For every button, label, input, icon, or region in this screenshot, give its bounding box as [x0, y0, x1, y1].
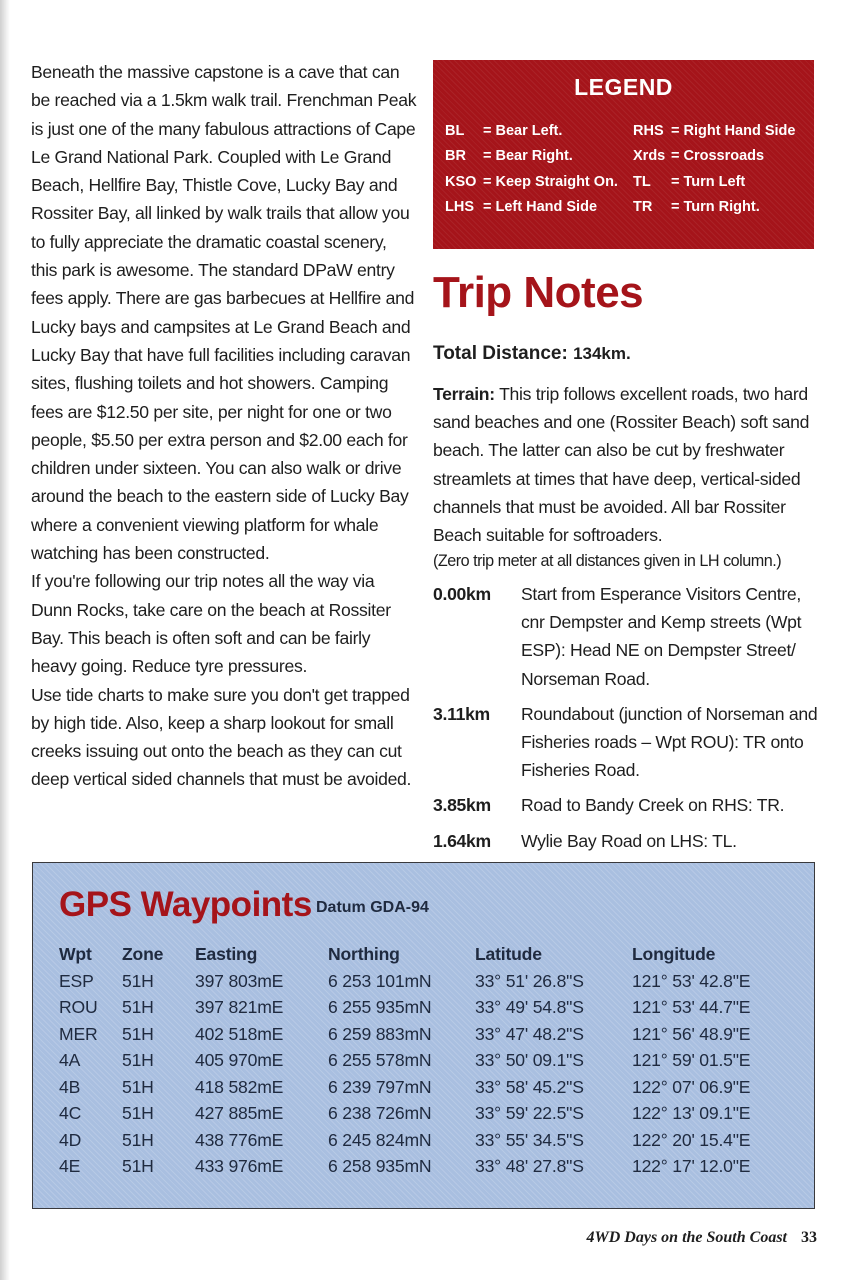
- cell-longitude: 122° 17' 12.0"E: [632, 1156, 751, 1176]
- cell-easting: 397 803mE: [195, 970, 284, 991]
- intro-paragraph-2: If you're following our trip notes all the way via Dunn Rocks, take care on the beach at Rossiter Bay. This beach is often soft and can be fairly heavy going. Reduce tyre pressures.: [31, 571, 391, 677]
- gps-table-row: [59, 968, 799, 995]
- legend-definition: = Right Hand Side: [671, 123, 796, 139]
- gps-table-row: [59, 1127, 799, 1154]
- trip-note-instruction: Roundabout (junction of Norseman and Fisheries roads – Wpt ROU): TR onto Fisheries Road.: [521, 703, 818, 781]
- trip-note-distance: 0.00km: [433, 584, 491, 604]
- legend-abbr: BR: [445, 148, 466, 165]
- trip-notes-heading: Trip Notes: [433, 268, 644, 317]
- cell-longitude: 122° 07' 06.9"E: [632, 1076, 751, 1097]
- gps-datum: Datum GDA-94: [316, 899, 429, 916]
- cell-zone: 51H: [122, 1129, 154, 1150]
- legend-row: [445, 195, 805, 220]
- cell-easting: 433 976mE: [195, 1156, 284, 1176]
- cell-latitude: 33° 47' 48.2"S: [475, 1023, 584, 1044]
- legend-abbr: KSO: [445, 173, 477, 190]
- legend-abbr: LHS: [445, 199, 474, 216]
- total-distance: [433, 343, 631, 365]
- cell-northing: 6 259 883mN: [328, 1023, 432, 1044]
- page-footer: [587, 1229, 818, 1247]
- cell-wpt: MER: [59, 1023, 98, 1044]
- legend-definition: = Bear Right.: [483, 148, 573, 165]
- legend-definition: = Bear Left.: [483, 123, 563, 139]
- cell-northing: 6 239 797mN: [328, 1076, 432, 1097]
- legend-abbr: BL: [445, 123, 465, 139]
- gps-table-row: [59, 994, 799, 1021]
- cell-zone: 51H: [122, 997, 154, 1017]
- legend-definition: = Turn Right.: [671, 199, 760, 216]
- cell-latitude: 33° 58' 45.2"S: [475, 1076, 584, 1097]
- legend-abbr: Xrds: [633, 148, 666, 165]
- header-zone: Zone: [122, 944, 164, 964]
- cell-longitude: 122° 20' 15.4"E: [632, 1129, 751, 1150]
- cell-easting: 418 582mE: [195, 1076, 284, 1097]
- legend-title: LEGEND: [574, 74, 673, 100]
- cell-wpt: ROU: [59, 997, 98, 1017]
- terrain-text: This trip follows excellent roads, two hard sand beaches and one (Rossiter Beach) soft sand beach. The latter can also be cut by freshwater streamlets at times that have deep, vertical-sided channels that must be avoided. All bar Rossiter Beach suitable for softroaders.: [433, 384, 810, 546]
- gps-waypoints-box: [32, 862, 815, 1209]
- cell-latitude: 33° 48' 27.8"S: [475, 1156, 584, 1176]
- cell-northing: 6 253 101mN: [328, 970, 432, 991]
- trip-note: [433, 580, 818, 693]
- trip-note-distance: 1.64km: [433, 830, 491, 851]
- cell-latitude: 33° 49' 54.8"S: [475, 997, 584, 1017]
- legend-abbr: TR: [633, 199, 653, 216]
- gps-table-row: [59, 1100, 799, 1127]
- legend-row: [445, 119, 805, 144]
- gps-table-row: [59, 1047, 799, 1074]
- legend-definition: = Turn Left: [671, 173, 746, 190]
- cell-easting: 438 776mE: [195, 1129, 284, 1150]
- header-longitude: Longitude: [632, 944, 716, 964]
- legend-row: [445, 144, 805, 169]
- header-northing: Northing: [328, 944, 400, 964]
- cell-zone: 51H: [122, 1076, 154, 1097]
- trip-note-instruction: Wylie Bay Road on LHS: TL.: [521, 830, 737, 851]
- cell-easting: 397 821mE: [195, 997, 284, 1017]
- total-distance-label: Total Distance:: [433, 343, 568, 364]
- cell-zone: 51H: [122, 1023, 154, 1044]
- legend-grid: [445, 119, 805, 221]
- header-easting: Easting: [195, 944, 258, 964]
- intro-paragraph-3: Use tide charts to make sure you don't get trapped by high tide. Also, keep a sharp lookout for small creeks issuing out onto the beach as they can cut deep vertical sided channels that must be avoided.: [31, 684, 412, 790]
- cell-latitude: 33° 59' 22.5"S: [475, 1103, 584, 1123]
- gps-waypoints-heading: GPS Waypoints: [59, 885, 312, 924]
- cell-latitude: 33° 55' 34.5"S: [475, 1129, 584, 1150]
- trip-note-distance: 3.11km: [433, 703, 490, 724]
- legend-definition: = Keep Straight On.: [483, 173, 618, 190]
- terrain-description: [433, 380, 813, 549]
- legend-abbr: RHS: [633, 123, 664, 139]
- cell-wpt: 4C: [59, 1103, 82, 1123]
- cell-wpt: 4B: [59, 1076, 81, 1097]
- cell-wpt: 4D: [59, 1129, 82, 1150]
- trip-note-instruction: Start from Esperance Visitors Centre, cnr Dempster and Kemp streets (Wpt ESP): Head NE on Dempster Street/ Norseman Road.: [521, 584, 802, 689]
- cell-longitude: 121° 59' 01.5"E: [632, 1050, 751, 1070]
- legend-definition: = Left Hand Side: [483, 199, 598, 216]
- gps-table-row: [59, 1153, 799, 1180]
- header-wpt: Wpt: [59, 944, 92, 964]
- book-title: 4WD Days on the South Coast: [586, 1229, 787, 1246]
- trip-notes-list: [433, 580, 818, 862]
- cell-wpt: 4E: [59, 1156, 81, 1176]
- gps-waypoints-table: [59, 941, 799, 1180]
- legend-definition: = Crossroads: [671, 148, 765, 165]
- gps-table-row: [59, 1021, 799, 1048]
- cell-zone: 51H: [122, 1103, 154, 1123]
- trip-note: [433, 700, 818, 785]
- cell-longitude: 121° 53' 44.7"E: [632, 997, 751, 1017]
- cell-wpt: 4A: [59, 1050, 81, 1070]
- cell-northing: 6 238 726mN: [328, 1103, 432, 1123]
- legend-row: [445, 170, 805, 195]
- intro-paragraph-1: Beneath the massive capstone is a cave that can be reached via a 1.5km walk trail. Frenchman Peak is just one of the many fabulous attractions of Cape Le Grand National Park. Coupled with Le Grand Beach, Hellfire Bay, Thistle Cove, Lucky Bay and Rossiter Bay, all linked by walk trails that allow you to fully appreciate the dramatic coastal scenery, this park is awesome. The standard DPaW entry fees apply. There are gas barbecues at Hellfire and Lucky bays and campsites at Le Grand Beach and Lucky Bay that have full facilities including caravan sites, flushing toilets and hot showers. Camping fees are $12.50 per site, per night for one or two people, $5.50 per extra person and $2.00 each for children under sixteen. You can also walk or drive around the beach to the eastern side of Lucky Bay where a convenient viewing platform for whale watching has been constructed.: [31, 62, 417, 564]
- gps-table-row: [59, 1074, 799, 1101]
- trip-note-distance: 3.85km: [433, 795, 491, 816]
- zero-trip-meter-note: (Zero trip meter at all distances given in LH column.): [433, 552, 782, 570]
- legend-box: [433, 60, 814, 249]
- cell-longitude: 121° 53' 42.8"E: [632, 970, 751, 991]
- cell-easting: 427 885mE: [195, 1103, 284, 1123]
- cell-northing: 6 245 824mN: [328, 1129, 432, 1150]
- header-latitude: Latitude: [475, 944, 542, 964]
- cell-zone: 51H: [122, 970, 154, 991]
- page-number: 33: [801, 1229, 817, 1246]
- cell-latitude: 33° 50' 09.1"S: [475, 1050, 584, 1070]
- cell-easting: 405 970mE: [195, 1050, 284, 1070]
- cell-wpt: ESP: [59, 970, 94, 991]
- terrain-label: Terrain:: [433, 384, 495, 404]
- trip-note: [433, 827, 818, 855]
- cell-northing: 6 255 935mN: [328, 997, 432, 1017]
- trip-note: [433, 791, 818, 819]
- terrain-paragraph: [433, 380, 813, 549]
- trip-note-instruction: Road to Bandy Creek on RHS: TR.: [521, 795, 785, 816]
- intro-text-column: [31, 58, 417, 794]
- cell-zone: 51H: [122, 1050, 154, 1070]
- cell-northing: 6 258 935mN: [328, 1156, 432, 1176]
- page-spine-shadow: [0, 0, 10, 1280]
- cell-longitude: 122° 13' 09.1"E: [632, 1103, 751, 1123]
- cell-easting: 402 518mE: [195, 1023, 284, 1044]
- gps-table-header: [59, 941, 799, 968]
- cell-longitude: 121° 56' 48.9"E: [632, 1023, 751, 1044]
- total-distance-value: 134km.: [573, 344, 631, 363]
- cell-zone: 51H: [122, 1156, 154, 1176]
- legend-abbr: TL: [633, 173, 651, 190]
- cell-latitude: 33° 51' 26.8"S: [475, 970, 584, 991]
- cell-northing: 6 255 578mN: [328, 1050, 432, 1070]
